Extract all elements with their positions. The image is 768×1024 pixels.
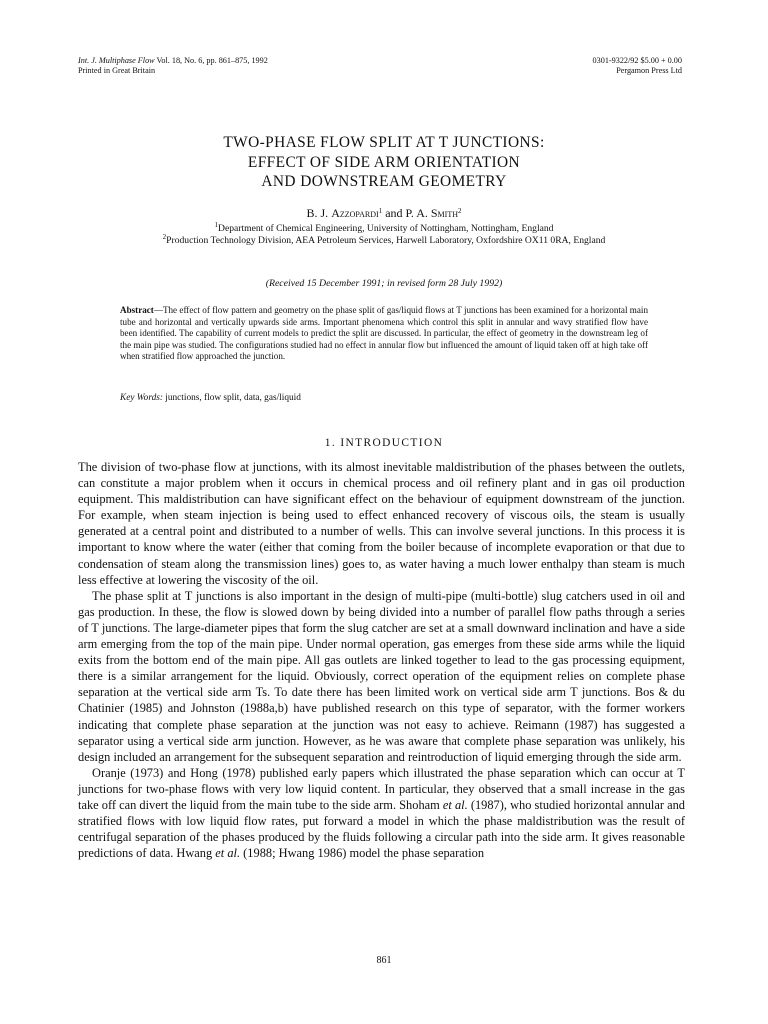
key-words	[120, 393, 648, 403]
affiliation-text: Production Technology Division, AEA Petroleum Services, Harwell Laboratory, Oxfordshire OX11 0RA, England	[166, 235, 606, 246]
paper-title	[0, 133, 768, 192]
author-1-initials: B. J.	[306, 206, 332, 220]
paragraph-text: (1988; Hwang 1986) model the phase separation	[240, 846, 485, 861]
author-2-surname: Smith	[430, 206, 458, 220]
section-heading-introduction: 1. INTRODUCTION	[324, 437, 444, 449]
journal-reference: Vol. 18, No. 6, pp. 861–875, 1992	[154, 56, 268, 65]
body-paragraph: The phase split at T junctions is also important in the design of multi-pipe (multi-bottle) slug catchers used in oil and gas production. In these, the flow is slowed down by being divided into a number of parallel flow paths through a series of T junctions. The large-diameter pipes that form the slug catcher are set at a small downward inclination and have a side arm emerging from the top of the main pipe. Under normal operation, gas emerges from these side arms while the liquid exits from the bottom end of the main pipe. All gas outlets are linked together to lead to the gas processing equipment, there is a similar arrangement for the liquid. Obviously, correct operation of the equipment relies on complete phase separation at the vertical side arm Ts. To date there has been limited work on vertical side arm T junctions. Bos & du Chatinier (1985) and Johnston (1988a,b) have published research on this type of separator, with the former workers indicating that complete phase separation at the junction was not easy to achieve. Reimann (1987) has suggested a separator using a vertical side arm junction. However, as he was aware that complete phase separation was unlikely, his design included an arrangement for the subsequent separation and reintroduction of liquid emerging through the side arm.	[78, 588, 685, 764]
paragraph-text: (1987), who studied horizontal annular and stratified flows with low liquid flow rates, put forward a model in which the phase maldistribution was the result of centrifugal separation of the phases produced by the fluids following a circular path into the side arm. It gives reasonable predictions of data. Hwang	[78, 797, 685, 861]
printed-location: Printed in Great Britain	[78, 66, 156, 75]
citation-et-al: et al.	[215, 846, 241, 861]
title-line: TWO-PHASE FLOW SPLIT AT T JUNCTIONS:	[223, 134, 545, 151]
issn-price: 0301-9322/92 $5.00 + 0.00	[592, 56, 682, 65]
affiliation-2	[90, 235, 678, 247]
affiliation-mark: 1	[214, 221, 219, 229]
author-1-surname: Azzopardi	[331, 206, 379, 220]
key-words-text: junctions, flow split, data, gas/liquid	[162, 393, 301, 403]
paragraph-text: Oranje (1973) and Hong (1978) published early papers which illustrated the phase separation which can occur at T junctions for two-phase flows with very low liquid content. In particular, they observed that a small increase in the gas take off can divert the liquid from the main tube to the side arm. Shoham	[78, 765, 685, 812]
abstract-text: —The effect of flow pattern and geometry on the phase split of gas/liquid flows at T junctions has been examined for a horizontal main tube and horizontal and vertically upwards side arms. Important phenomena which control this split in annular and wavy stratified flow have been identified. The capability of current models to predict the split are discussed. In particular, the effect of geometry in the downstream leg of the main pipe was studied. The configurations studied had no effect in annular flow but influenced the amount of liquid taken off at high take off when stratified flow approached the junction.	[120, 305, 648, 362]
journal-name: Int. J. Multiphase Flow	[78, 56, 155, 65]
body-paragraph	[78, 765, 685, 862]
abstract	[120, 305, 648, 363]
journal-header-right	[593, 56, 682, 76]
affiliation-1	[90, 223, 678, 235]
introduction-body	[78, 459, 685, 861]
body-paragraph: The division of two-phase flow at junctions, with its almost inevitable maldistribution of the phases between the outlets, can constitute a major problem when it occurs in chemical process and oil refinery plant and in gas oil production equipment. This maldistribution can have significant effect on the behaviour of equipment downstream of the junction. For example, when steam injection is being used to effect enhanced recovery of viscous oils, the steam is usually generated at a central point and distributed to a number of wells. This can involve several junctions. In this process it is important to know where the water (either that coming from the boiler because of incomplete evaporation or that due to condensation of steam along the transmission lines) goes to, as water having a much lower enthalpy than steam is much less effective at lowering the viscosity of the oil.	[78, 460, 685, 587]
title-line: EFFECT OF SIDE ARM ORIENTATION	[247, 153, 521, 171]
citation-et-al: et al.	[442, 797, 468, 812]
publisher: Pergamon Press Ltd	[616, 66, 682, 75]
affiliation-text: Department of Chemical Engineering, University of Nottingham, Nottingham, England	[218, 223, 554, 234]
author-conjunction: and	[382, 206, 406, 220]
affiliations	[90, 223, 678, 247]
abstract-label: Abstract	[120, 305, 154, 315]
key-words-label: Key Words:	[120, 393, 163, 403]
author-list	[0, 206, 768, 221]
affiliation-mark: 2	[162, 233, 167, 241]
author-1-affiliation-mark: 1	[378, 207, 383, 215]
received-dates: (Received 15 December 1991; in revised form 28 July 1992)	[265, 278, 503, 289]
journal-citation	[78, 56, 268, 66]
page-number: 861	[376, 955, 392, 966]
author-2-initials: P. A.	[405, 206, 431, 220]
author-2-affiliation-mark: 2	[458, 207, 462, 215]
title-line: AND DOWNSTREAM GEOMETRY	[261, 173, 507, 190]
journal-header-left	[78, 56, 268, 76]
